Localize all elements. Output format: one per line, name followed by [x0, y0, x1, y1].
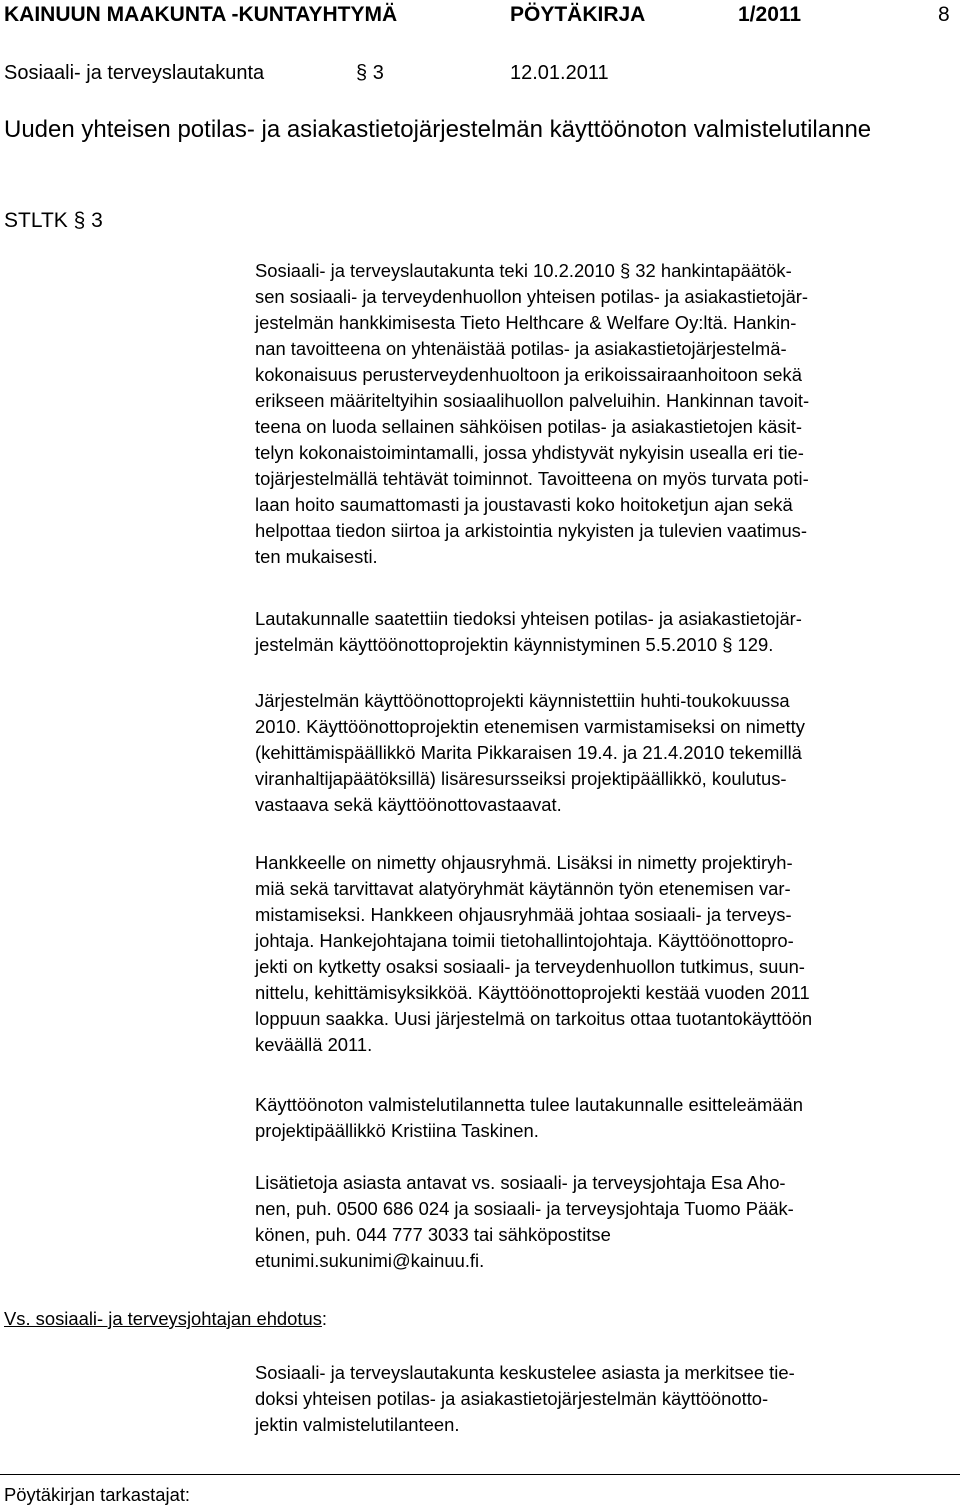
document-number: 1/2011	[738, 3, 802, 26]
paragraph-line: etunimi.sukunimi@kainuu.fi.	[255, 1250, 485, 1271]
section-code: STLTK § 3	[4, 209, 103, 232]
paragraph-line: jekti on kytketty osaksi sosiaali- ja terveydenhuollon tutkimus, suun-	[255, 956, 805, 977]
paragraph-line: laan hoito saumattomasti ja joustavasti koko hoitoketjun ajan sekä	[255, 494, 793, 515]
body-paragraph	[255, 1092, 803, 1144]
paragraph-line: Sosiaali- ja terveyslautakunta teki 10.2.2010 § 32 hankintapäätök-	[255, 260, 792, 281]
proposal-line: doksi yhteisen potilas- ja asiakastietojärjestelmän käyttöönotto-	[255, 1388, 769, 1409]
paragraph-line: erikseen määriteltyihin sosiaalihuollon palveluihin. Hankinnan tavoit-	[255, 390, 810, 411]
proposal-label: Vs. sosiaali- ja terveysjohtajan ehdotus	[4, 1308, 322, 1329]
page-number: 8	[938, 3, 950, 26]
body-paragraph	[255, 688, 805, 818]
paragraph-line: Lautakunnalle saatettiin tiedoksi yhteisen potilas- ja asiakastietojär-	[255, 608, 802, 629]
section-number: 3	[372, 62, 384, 84]
paragraph-line: ten mukaisesti.	[255, 546, 378, 567]
paragraph-line: telyn kokonaistoimintamalli, jossa yhdistyvät nykyisin usealla eri tie-	[255, 442, 804, 463]
proposal-text	[255, 1360, 795, 1438]
body-paragraph	[255, 1170, 794, 1274]
committee-name: Sosiaali- ja terveyslautakunta	[4, 62, 265, 84]
paragraph-line: projektipäällikkö Kristiina Taskinen.	[255, 1120, 539, 1141]
paragraph-line: jestelmän käyttöönottoprojektin käynnistyminen 5.5.2010 § 129.	[255, 634, 774, 655]
proposal-line: jektin valmistelutilanteen.	[255, 1414, 460, 1435]
paragraph-line: tojärjestelmällä tehtävät toiminnot. Tavoitteena on myös turvata poti-	[255, 468, 809, 489]
organization-name: KAINUUN MAAKUNTA -KUNTAYHTYMÄ	[4, 3, 398, 26]
paragraph-line: johtaja. Hankejohtajana toimii tietohallintojohtaja. Käyttöönottopro-	[255, 930, 794, 951]
meeting-date: 12.01.2011	[510, 62, 609, 84]
paragraph-line: Käyttöönoton valmistelutilannetta tulee lautakunnalle esitteleämään	[255, 1094, 803, 1115]
body-paragraph	[255, 258, 809, 570]
document-title: Uuden yhteisen potilas- ja asiakastietojärjestelmän käyttöönoton valmistelutilanne	[4, 116, 872, 143]
proposal-line: Sosiaali- ja terveyslautakunta keskustelee asiasta ja merkitsee tie-	[255, 1362, 795, 1383]
paragraph-line: teena on luoda sellainen sähköisen potilas- ja asiakastietojen käsit-	[255, 416, 802, 437]
footer-divider	[0, 1474, 960, 1475]
paragraph-line: nen, puh. 0500 686 024 ja sosiaali- ja terveysjohtaja Tuomo Pääk-	[255, 1198, 794, 1219]
paragraph-line: viranhaltijapäätöksillä) lisäresursseiksi projektipäällikkö, koulutus-	[255, 768, 787, 789]
paragraph-line: Lisätietoja asiasta antavat vs. sosiaali- ja terveysjohtaja Esa Aho-	[255, 1172, 786, 1193]
paragraph-line: 2010. Käyttöönottoprojektin etenemisen varmistamiseksi on nimetty	[255, 716, 805, 737]
paragraph-line: Hankkeelle on nimetty ohjausryhmä. Lisäksi in nimetty projektiryh-	[255, 852, 793, 873]
proposal-colon: :	[321, 1308, 328, 1329]
paragraph-line: helpottaa tiedon siirtoa ja arkistointia nykyisten ja tulevien vaatimus-	[255, 520, 808, 541]
paragraph-line: sen sosiaali- ja terveydenhuollon yhteisen potilas- ja asiakastietojär-	[255, 286, 809, 307]
paragraph-line: mistamiseksi. Hankkeen ohjausryhmää johtaa sosiaali- ja terveys-	[255, 904, 792, 925]
paragraph-line: jestelmän hankkimisesta Tieto Helthcare & Welfare Oy:ltä. Hankin-	[255, 312, 797, 333]
proposal-heading	[4, 1306, 327, 1332]
paragraph-line: kokonaisuus perusterveydenhuoltoon ja erikoissairaanhoitoon sekä	[255, 364, 802, 385]
paragraph-line: (kehittämispäällikkö Marita Pikkaraisen 19.4. ja 21.4.2010 tekemillä	[255, 742, 802, 763]
body-paragraph	[255, 850, 812, 1058]
section-reference	[356, 60, 384, 86]
document-type: PÖYTÄKIRJA	[510, 3, 646, 26]
section-symbol: §	[356, 62, 368, 84]
paragraph-line: keväällä 2011.	[255, 1034, 373, 1055]
paragraph-line: Järjestelmän käyttöönottoprojekti käynnistettiin huhti-toukokuussa	[255, 690, 790, 711]
minutes-reviewers-label: Pöytäkirjan tarkastajat:	[4, 1484, 191, 1505]
paragraph-line: könen, puh. 044 777 3033 tai sähköpostitse	[255, 1224, 611, 1245]
paragraph-line: nittelu, kehittämisyksikköä. Käyttöönottoprojekti kestää vuoden 2011	[255, 982, 810, 1003]
paragraph-line: nan tavoitteena on yhtenäistää potilas- ja asiakastietojärjestelmä-	[255, 338, 787, 359]
paragraph-line: miä sekä tarvittavat alatyöryhmät käytännön työn etenemisen var-	[255, 878, 791, 899]
paragraph-line: loppuun saakka. Uusi järjestelmä on tarkoitus ottaa tuotantokäyttöön	[255, 1008, 813, 1029]
paragraph-line: vastaava sekä käyttöönottovastaavat.	[255, 794, 562, 815]
body-paragraph	[255, 606, 802, 658]
